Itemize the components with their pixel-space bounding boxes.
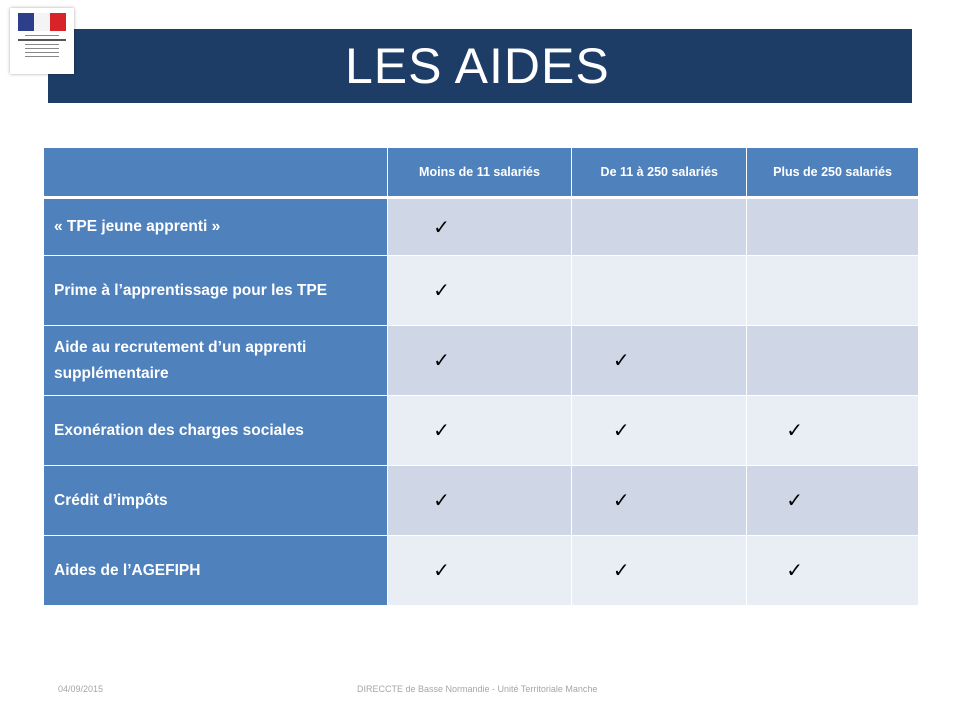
table-cell <box>572 199 747 256</box>
table-header-row <box>44 148 918 199</box>
footer-organization: DIRECCTE de Basse Normandie - Unité Territoriale Manche <box>357 684 598 694</box>
row-label: Aide au recrutement d’un apprenti supplémentaire <box>44 326 388 396</box>
table-cell <box>388 326 573 396</box>
ministry-text-lines <box>18 35 66 60</box>
checkmark-icon: ✓ <box>786 490 803 512</box>
footer-date: 04/09/2015 <box>58 684 104 694</box>
checkmark-icon: ✓ <box>786 560 803 582</box>
table-cell <box>388 396 573 466</box>
table-cell <box>388 256 573 326</box>
title-banner <box>48 29 912 103</box>
table-cell <box>572 466 747 536</box>
row-label: Aides de l’AGEFIPH <box>44 536 388 606</box>
table-cell <box>388 466 573 536</box>
row-label: Crédit d’impôts <box>44 466 388 536</box>
checkmark-icon: ✓ <box>433 350 450 372</box>
table-row <box>44 396 918 466</box>
table-cell <box>747 326 918 396</box>
column-header-medium: De 11 à 250 salariés <box>572 148 747 199</box>
checkmark-icon: ✓ <box>612 420 630 442</box>
table-cell <box>747 466 918 536</box>
row-label: « TPE jeune apprenti » <box>44 199 388 256</box>
checkmark-icon: ✓ <box>433 560 450 582</box>
table-row <box>44 536 918 606</box>
checkmark-icon: ✓ <box>433 280 450 302</box>
table-cell <box>747 536 918 606</box>
table-cell <box>572 256 747 326</box>
table-cell <box>572 536 747 606</box>
table-cell <box>572 326 747 396</box>
table-row <box>44 256 918 326</box>
row-label: Prime à l’apprentissage pour les TPE <box>44 256 388 326</box>
table-row <box>44 466 918 536</box>
table-cell <box>388 199 573 256</box>
checkmark-icon: ✓ <box>786 420 803 442</box>
marianne-flag-icon <box>18 13 66 31</box>
aids-table <box>44 148 918 606</box>
table-cell <box>747 256 918 326</box>
checkmark-icon: ✓ <box>612 350 630 372</box>
column-header-empty <box>44 148 388 199</box>
checkmark-icon: ✓ <box>612 560 630 582</box>
table-row <box>44 326 918 396</box>
table-cell <box>747 396 918 466</box>
checkmark-icon: ✓ <box>433 490 450 512</box>
checkmark-icon: ✓ <box>433 420 450 442</box>
column-header-small: Moins de 11 salariés <box>388 148 573 199</box>
column-header-large: Plus de 250 salariés <box>747 148 918 199</box>
row-label: Exonération des charges sociales <box>44 396 388 466</box>
table-cell <box>388 536 573 606</box>
table-row <box>44 199 918 256</box>
republique-francaise-logo <box>10 8 74 74</box>
table-cell <box>572 396 747 466</box>
slide-title: LES AIDES <box>345 38 610 94</box>
table-cell <box>747 199 918 256</box>
checkmark-icon: ✓ <box>433 216 450 239</box>
checkmark-icon: ✓ <box>612 490 630 512</box>
